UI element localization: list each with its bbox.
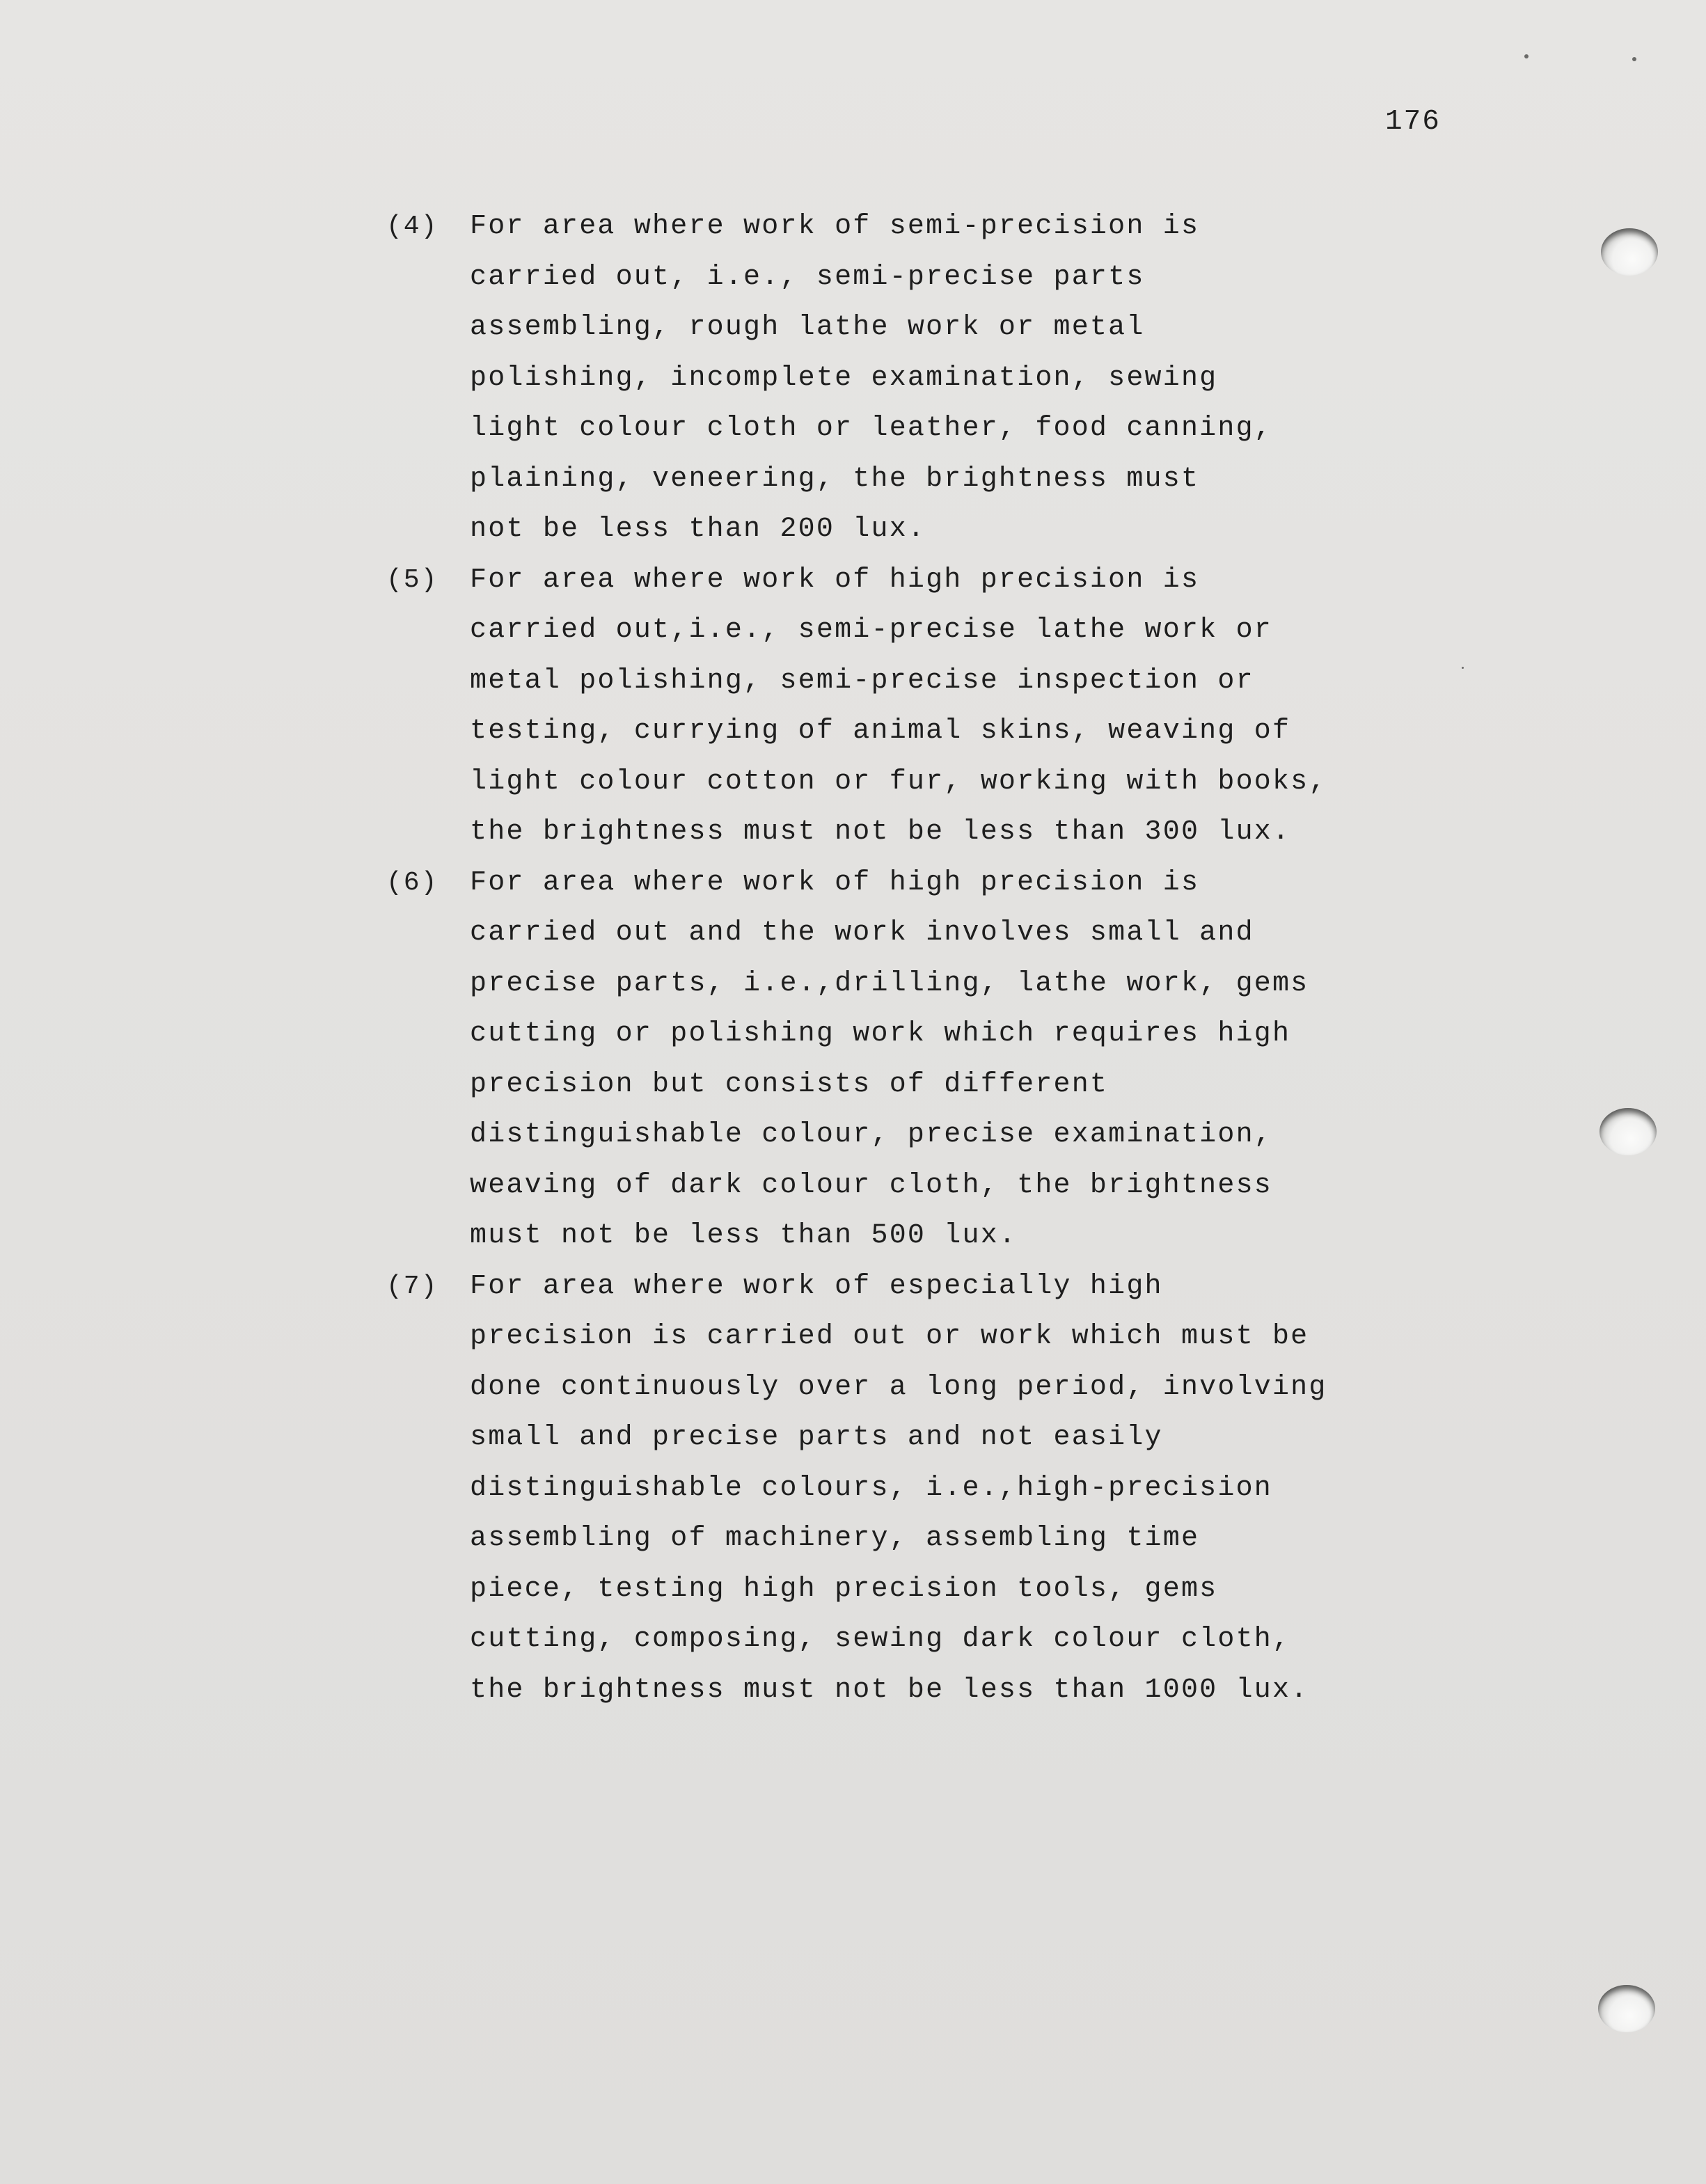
text-line: carried out, i.e., semi-precise parts [470, 261, 1145, 293]
item-text [470, 555, 1455, 858]
text-line: metal polishing, semi-precise inspection or [470, 665, 1254, 697]
text-line: weaving of dark colour cloth, the brightness [470, 1169, 1272, 1201]
text-line: carried out and the work involves small and [470, 917, 1254, 949]
list-item [383, 202, 1455, 555]
text-line: cutting or polishing work which requires high [470, 1018, 1291, 1050]
paper-speck [1632, 57, 1636, 61]
binder-hole-top [1601, 228, 1658, 276]
text-line: precision but consists of different [470, 1068, 1109, 1100]
text-line: the brightness must not be less than 1000 lux. [470, 1674, 1309, 1706]
text-line: done continuously over a long period, involving [470, 1371, 1327, 1403]
text-line: distinguishable colours, i.e.,high-precision [470, 1472, 1272, 1504]
item-number: (6) [386, 867, 439, 898]
item-number: (4) [386, 212, 439, 242]
list-item [383, 1262, 1455, 1716]
text-line: small and precise parts and not easily [470, 1422, 1163, 1453]
item-text [470, 1262, 1455, 1716]
text-line: assembling of machinery, assembling time [470, 1523, 1200, 1554]
item-text [470, 858, 1455, 1262]
text-line: precision is carried out or work which must be [470, 1321, 1309, 1352]
text-line: For area where work of high precision is [470, 867, 1200, 899]
text-line: the brightness must not be less than 300 lux. [470, 816, 1291, 848]
paper-speck [1524, 54, 1529, 58]
binder-hole-middle [1600, 1108, 1657, 1155]
text-line: For area where work of semi-precision is [470, 211, 1200, 242]
item-number: (7) [386, 1271, 439, 1301]
text-line: precise parts, i.e.,drilling, lathe work, gems [470, 967, 1309, 999]
text-line: light colour cotton or fur, working with books, [470, 766, 1327, 798]
item-text [470, 202, 1455, 555]
list-item [383, 555, 1455, 858]
text-line: not be less than 200 lux. [470, 514, 926, 545]
text-line: distinguishable colour, precise examination, [470, 1119, 1272, 1150]
binder-hole-bottom [1598, 1985, 1655, 2032]
list-item [383, 858, 1455, 1262]
text-line: assembling, rough lathe work or metal [470, 312, 1145, 343]
text-line: polishing, incomplete examination, sewing [470, 362, 1218, 394]
text-line: For area where work of especially high [470, 1270, 1163, 1302]
text-line: must not be less than 500 lux. [470, 1220, 1018, 1251]
text-line: For area where work of high precision is [470, 564, 1200, 596]
show-through-text [167, 599, 185, 649]
text-line: carried out,i.e., semi-precise lathe work or [470, 615, 1272, 646]
page-number: 176 [1385, 106, 1441, 138]
numbered-list [383, 202, 1455, 1716]
text-line: plaining, veneering, the brightness must [470, 463, 1200, 495]
text-line: piece, testing high precision tools, gems [470, 1573, 1218, 1605]
paper-speck [1462, 667, 1464, 669]
text-line: testing, currying of animal skins, weaving of [470, 715, 1291, 747]
item-number: (5) [386, 564, 439, 595]
text-line: cutting, composing, sewing dark colour cloth, [470, 1624, 1291, 1655]
text-line: light colour cloth or leather, food canning, [470, 413, 1272, 444]
